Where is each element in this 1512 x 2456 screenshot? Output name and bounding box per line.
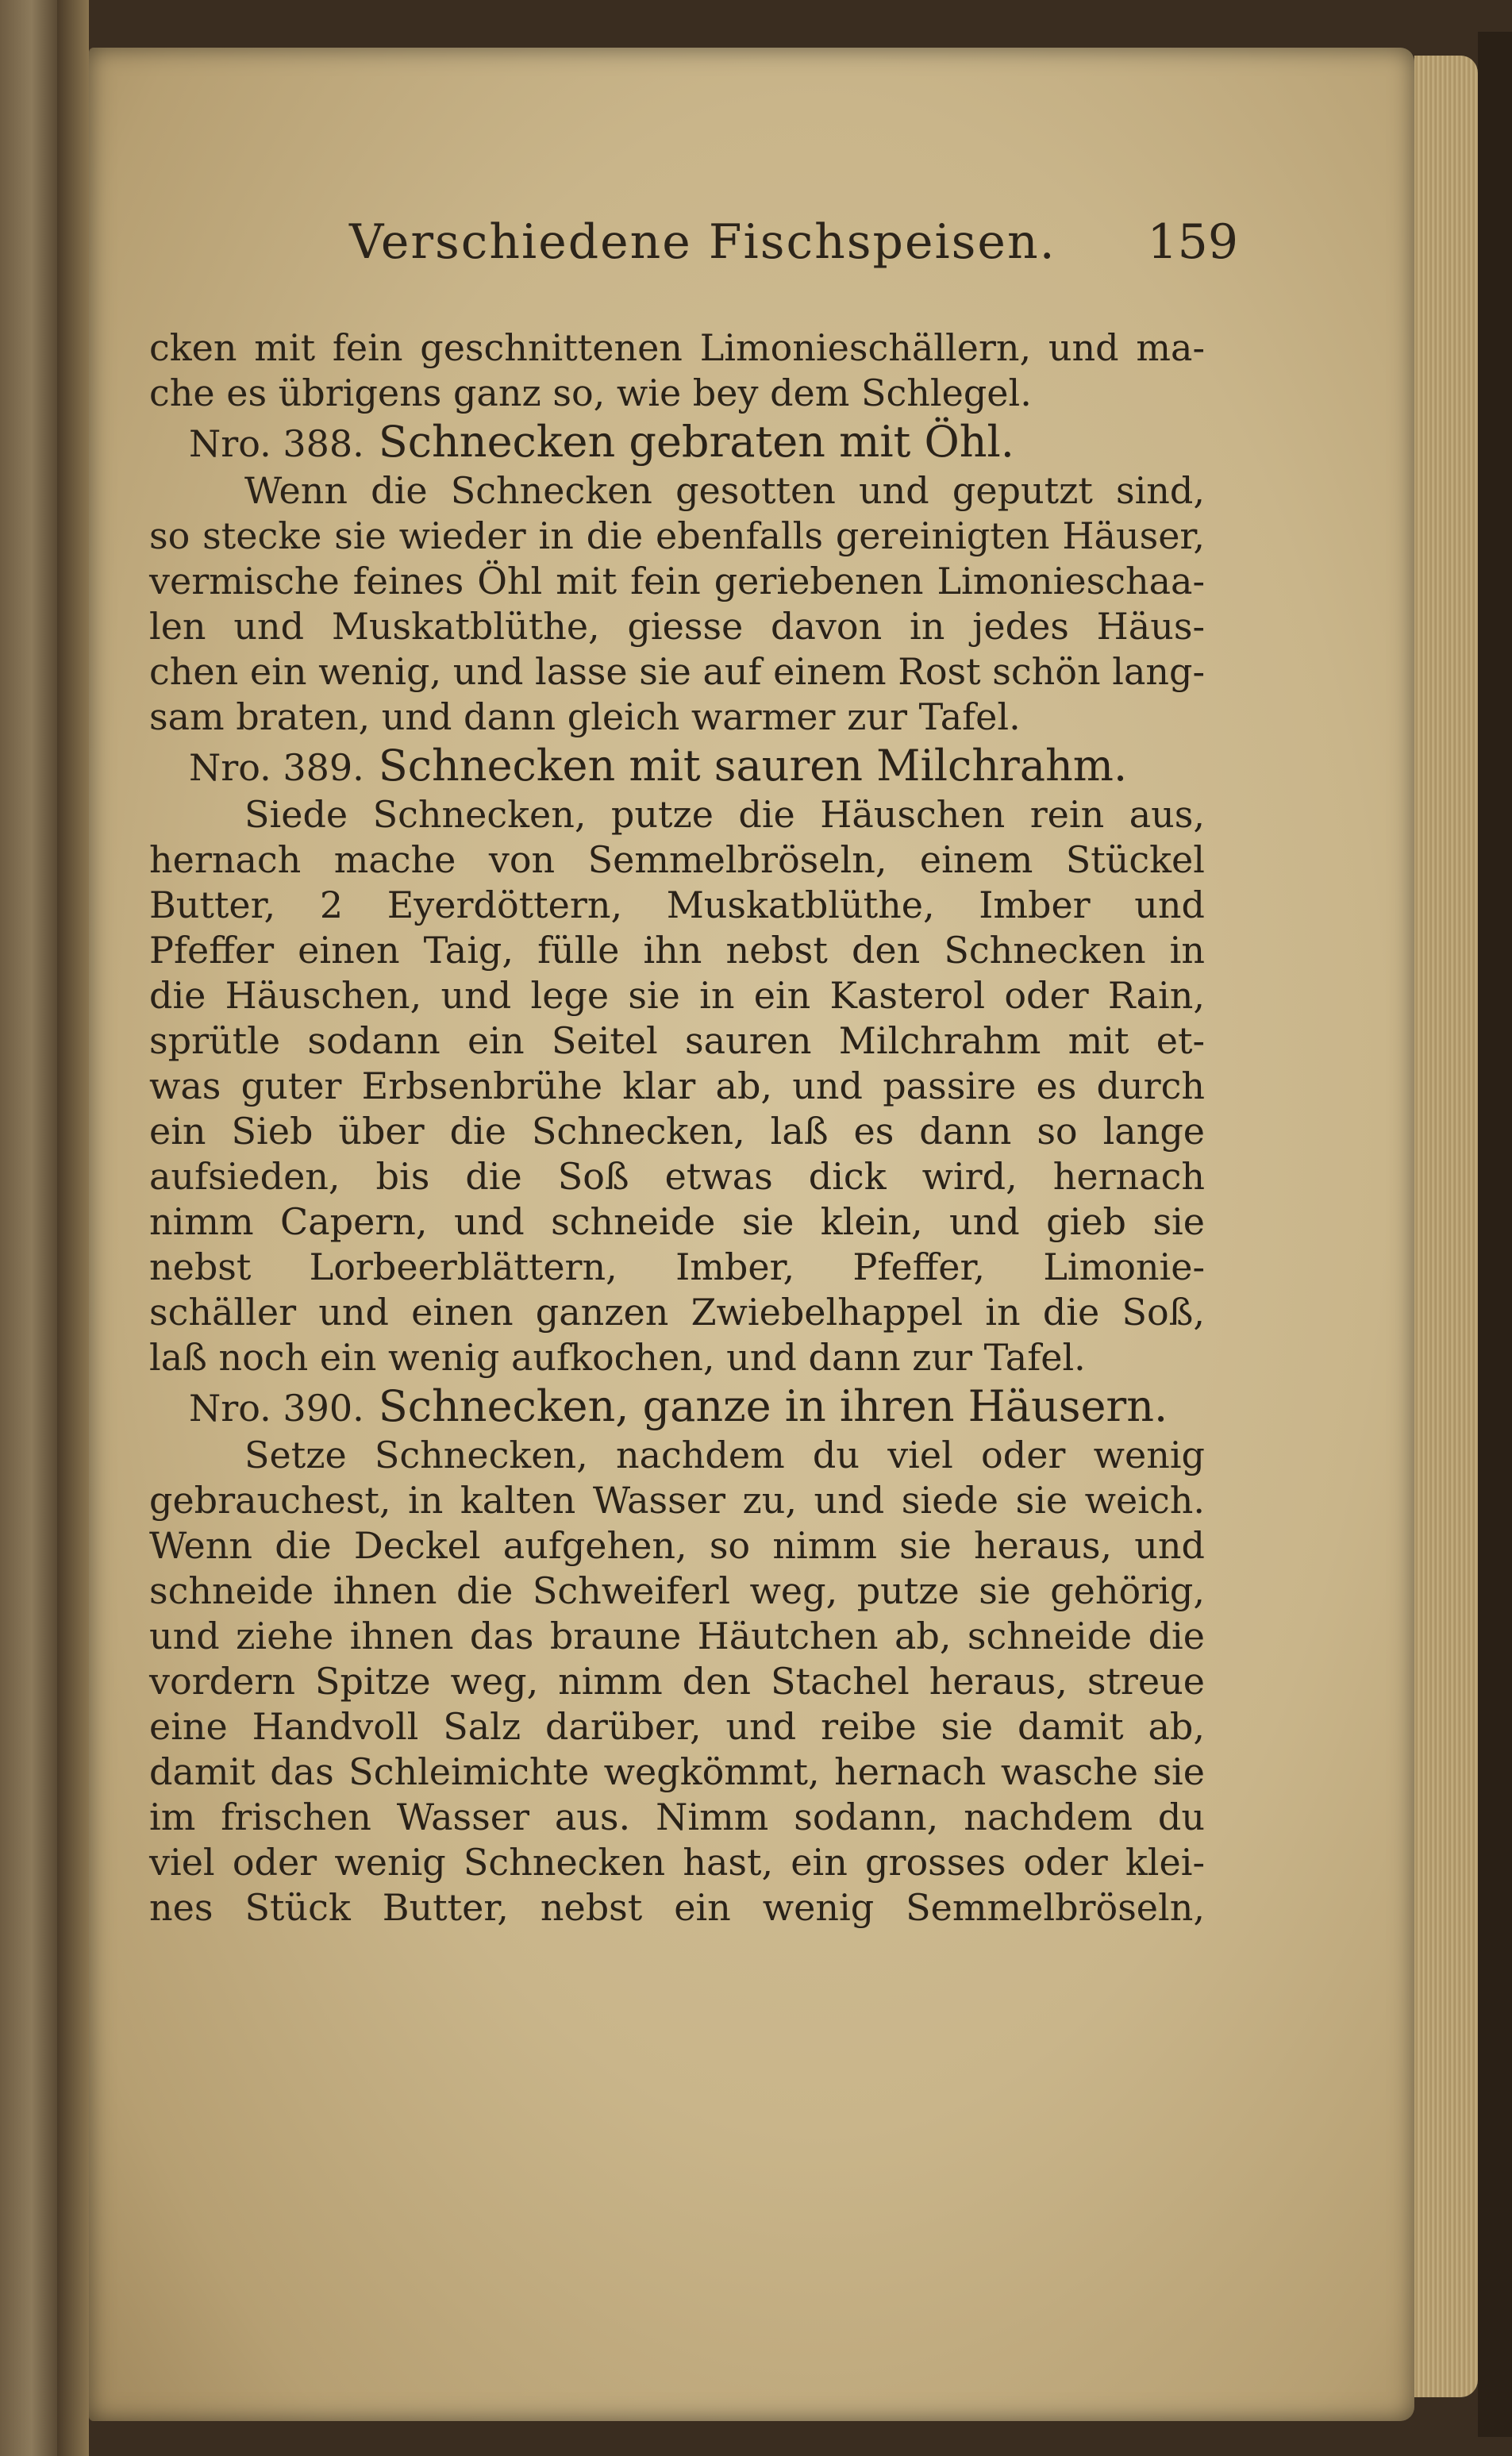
text-line: schneide ihnen die Schweiferl weg, putze sie gehörig, (149, 1569, 1205, 1612)
page-fore-edge (1414, 56, 1478, 2397)
text-line: die Häuschen, und lege sie in ein Kasterol oder Rain, (149, 974, 1205, 1017)
text-line: laß noch ein wenig aufkochen, und dann zur Tafel. (149, 1336, 1086, 1379)
text-line: Setze Schnecken, nachdem du viel oder wenig (244, 1434, 1205, 1476)
recipe-title: Schnecken gebraten mit Öhl. (378, 417, 1014, 467)
text-line: sprütle sodann ein Seitel sauren Milchrahm mit et- (149, 1019, 1205, 1062)
book-gutter (57, 0, 89, 2456)
recipe-heading-389 (149, 740, 1205, 792)
recipe-number: Nro. 390. (189, 1387, 364, 1430)
text-line: sam braten, und dann gleich warmer zur Tafel. (149, 695, 1021, 738)
text-line: aufsieden, bis die Soß etwas dick wird, hernach (149, 1155, 1205, 1198)
text-line: viel oder wenig Schnecken hast, ein grosses oder klei- (149, 1841, 1205, 1884)
text-line: nebst Lorbeerblättern, Imber, Pfeffer, Limonie- (149, 1245, 1205, 1288)
recipe-number: Nro. 389. (189, 746, 364, 789)
left-page-edge (0, 0, 57, 2456)
recipe-heading-388 (149, 416, 1205, 468)
recipe-number: Nro. 388. (189, 422, 364, 465)
text-line: damit das Schleimichte wegkömmt, hernach wasche sie (149, 1750, 1205, 1793)
text-line: len und Muskatblüthe, giesse davon in jedes Häus- (149, 605, 1205, 648)
text-line: che es übrigens ganz so, wie bey dem Schlegel. (149, 371, 1032, 414)
text-line: im frischen Wasser aus. Nimm sodann, nachdem du (149, 1796, 1205, 1838)
running-title: Verschiedene Fischspeisen. (349, 214, 1056, 270)
text-line: nes Stück Butter, nebst ein wenig Semmelbröseln, (149, 1886, 1205, 1929)
text-line: gebrauchest, in kalten Wasser zu, und siede sie weich. (149, 1479, 1205, 1522)
page-number: 159 (1147, 214, 1238, 270)
book-cover-edge (1478, 32, 1512, 2437)
page-header (333, 214, 1238, 302)
text-line: eine Handvoll Salz darüber, und reibe sie damit ab, (149, 1705, 1205, 1748)
recipe-heading-390 (149, 1380, 1205, 1433)
text-line: Siede Schnecken, putze die Häuschen rein aus, (244, 793, 1205, 836)
page-body (149, 325, 1205, 1931)
text-line: und ziehe ihnen das braune Häutchen ab, schneide die (149, 1615, 1205, 1657)
recipe-title: Schnecken mit sauren Milchrahm. (378, 741, 1128, 791)
text-line: so stecke sie wieder in die ebenfalls gereinigten Häuser, (149, 514, 1205, 557)
recipe-title: Schnecken, ganze in ihren Häusern. (378, 1381, 1168, 1431)
text-line: Wenn die Schnecken gesotten und geputzt sind, (244, 469, 1205, 512)
text-line: Butter, 2 Eyerdöttern, Muskatblüthe, Imber und (149, 883, 1205, 926)
text-line: chen ein wenig, und lasse sie auf einem Rost schön lang- (149, 650, 1205, 693)
text-line: Wenn die Deckel aufgehen, so nimm sie heraus, und (149, 1524, 1205, 1567)
text-line: hernach mache von Semmelbröseln, einem Stückel (149, 838, 1205, 881)
text-line: nimm Capern, und schneide sie klein, und gieb sie (149, 1200, 1205, 1243)
text-line: vermische feines Öhl mit fein geriebenen Limonieschaa- (149, 560, 1205, 602)
text-line: cken mit fein geschnittenen Limonieschällern, und ma- (149, 326, 1205, 369)
text-line: ein Sieb über die Schnecken, laß es dann so lange (149, 1110, 1205, 1153)
text-line: was guter Erbsenbrühe klar ab, und passire es durch (149, 1064, 1205, 1107)
text-line: schäller und einen ganzen Zwiebelhappel in die Soß, (149, 1291, 1205, 1334)
text-line: vordern Spitze weg, nimm den Stachel heraus, streue (149, 1660, 1205, 1703)
text-line: Pfeffer einen Taig, fülle ihn nebst den Schnecken in (149, 929, 1205, 972)
